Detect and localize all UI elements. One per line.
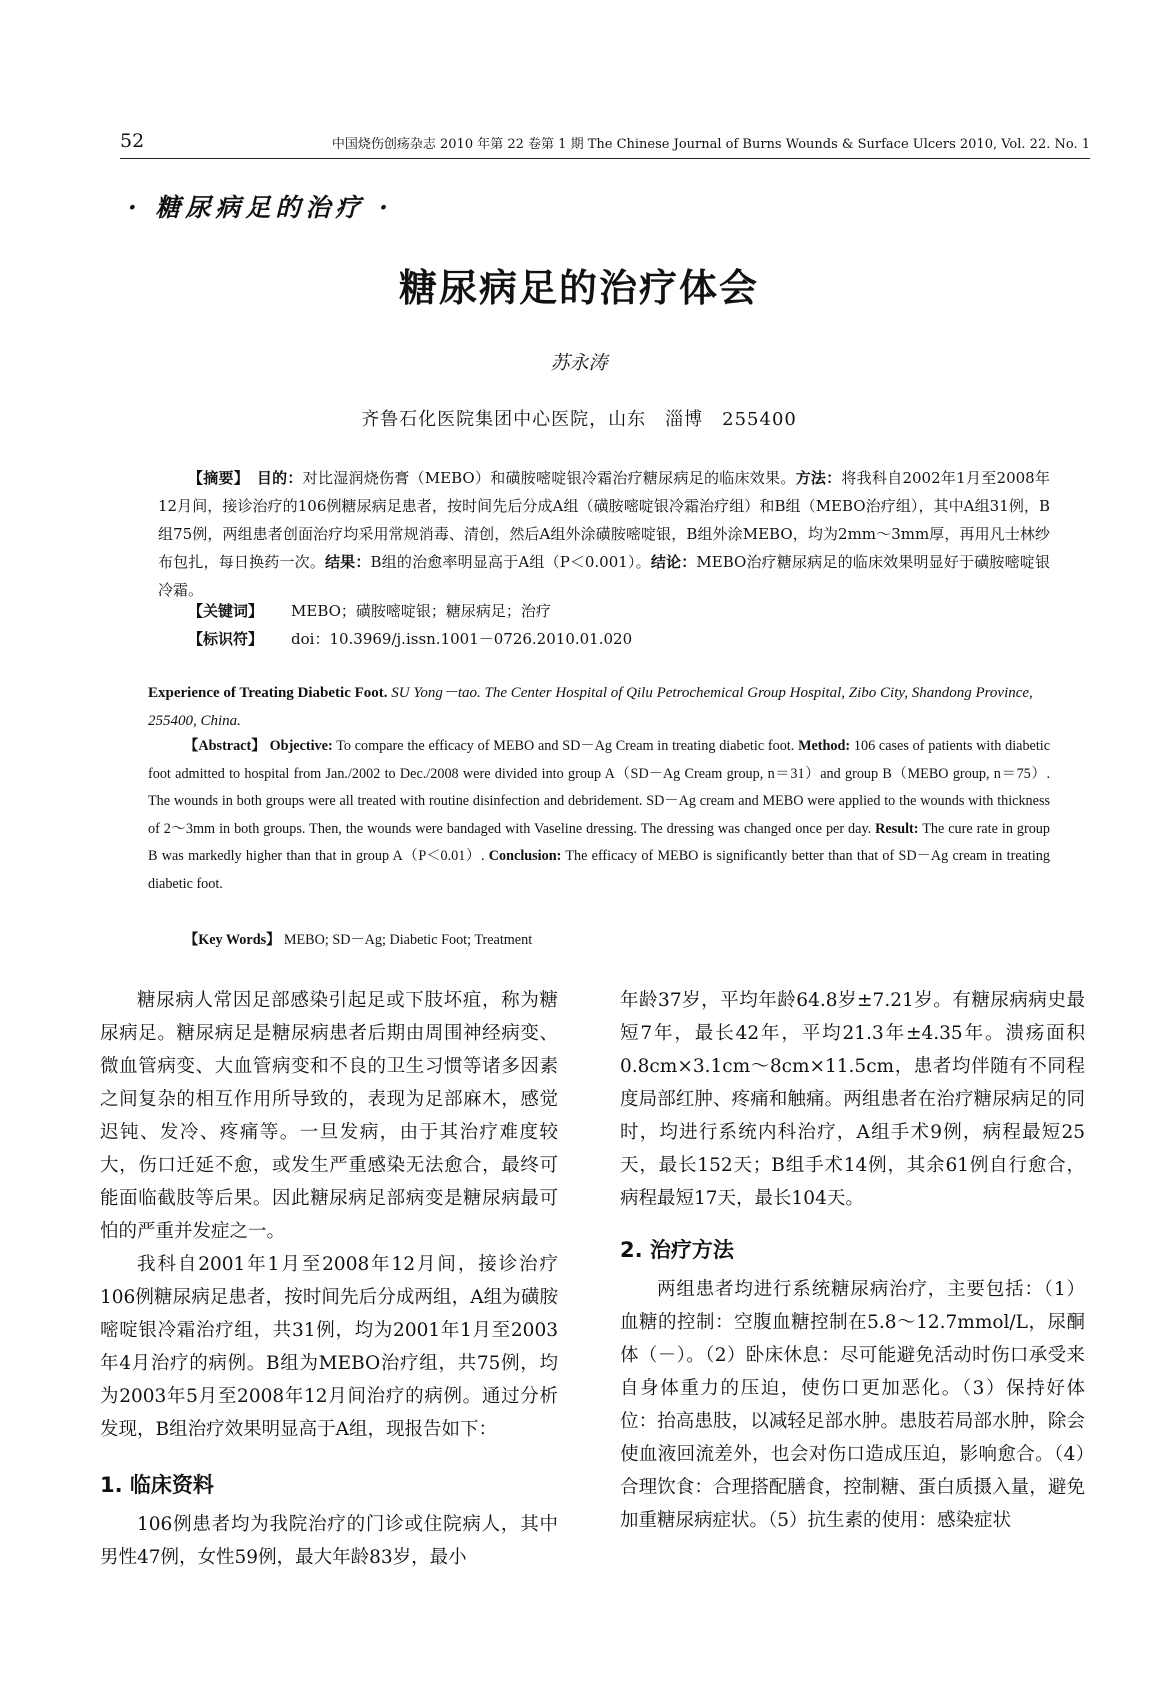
running-head [120,130,1090,159]
keywords-chinese [188,600,551,621]
conclusion-label: 结论： [650,553,697,571]
result-text: B组的治愈率明显高于A组（P＜0.001）。 [370,553,651,571]
result-label: 结果： [325,553,371,571]
article-title: 糖尿病足的治疗体会 [398,266,759,310]
en-objective-text: To compare the efficacy of MEBO and SD－Ag Cream in treating diabetic foot. [336,738,795,754]
english-title-block [148,679,1050,735]
intro-paragraph-2: 我科自2001年1月至2008年12月间，接诊治疗106例糖尿病足患者，按时间先后分成两组，A组为磺胺嘧啶银冷霜治疗组，共31例，均为2001年1月至2003年4月治疗的病例。B组为MEBO治疗组，共75例，均为2003年5月至2008年12月间治疗的病例。通过分析发现，B组治疗效果明显高于A组，现报告如下： [100,1254,558,1440]
author: 苏永涛 [550,352,608,374]
en-method-label: Method: [798,738,851,754]
identifier-label: 【标识符】 [188,630,264,648]
en-objective-label: Objective: [269,738,333,754]
identifier-value: doi：10.3969/j.issn.1001－0726.2010.01.020 [291,630,633,648]
en-abstract-label: 【Abstract】 [184,738,266,754]
doi-identifier [188,628,632,649]
en-conclusion-label: Conclusion: [488,848,562,864]
abstract-label: 【摘要】 [188,469,242,487]
keywords-label: 【关键词】 [188,602,264,620]
treatment-method-paragraph: 两组患者均进行系统糖尿病治疗，主要包括：（1）血糖的控制：空腹血糖控制在5.8～12.7mmol/L，尿酮体（－）。（2）卧床休息：尽可能避免活动时伤口承受来自身体重力的压迫，使伤口更加恶化。（3）保持好体位：抬高患肢，以减轻足部水肿。患肢若局部水肿，除会使血液回流差外，也会对伤口造成压迫，影响愈合。（4）合理饮食：合理搭配膳食，控制糖、蛋白质摄入量，避免加重糖尿病症状。（5）抗生素的使用：感染症状 [620,1279,1085,1531]
clinical-data-paragraph: 106例患者均为我院治疗的门诊或住院病人，其中男性47例，女性59例，最大年龄83岁，最小 [100,1514,558,1568]
english-byline: SU Yong－tao. The Center Hospital of Qilu Petrochemical Group Hospital, Zibo City, Shandong Province, 255400, China. [148,685,1033,729]
abstract-chinese [158,464,1050,604]
english-title: Experience of Treating Diabetic Foot. [148,685,388,701]
abstract-english [148,733,1050,898]
en-result-label: Result: [875,820,919,837]
affiliation: 齐鲁石化医院集团中心医院，山东 淄博 255400 [361,409,797,430]
clinical-data-continued: 年龄37岁，平均年龄64.8岁±7.21岁。有糖尿病病史最短7年，最长42年，平均21.3年±4.35年。溃疡面积0.8cm×3.1cm～8cm×11.5cm，患者均伴随有不同程度局部红肿、疼痛和触痛。两组患者在治疗糖尿病足的同时，均进行系统内科治疗，A组手术9例，病程最短25天，最长152天；B组手术14例，其余61例自行愈合，病程最短17天，最长104天。 [620,990,1085,1209]
objective-label: 目的： [256,469,303,487]
objective-text: 对比湿润烧伤膏（MEBO）和磺胺嘧啶银冷霜治疗糖尿病足的临床效果。 [302,469,796,487]
keywords-value: MEBO；磺胺嘧啶银；糖尿病足；治疗 [291,602,551,620]
en-keywords-label: 【Key Words】 [184,932,281,948]
intro-paragraph-1: 糖尿病人常因足部感染引起足或下肢坏疽，称为糖尿病足。糖尿病足是糖尿病患者后期由周围神经病变、微血管病变、大血管病变和不良的卫生习惯等诸多因素之间复杂的相互作用所导致的，表现为足部麻木，感觉迟钝、发冷、疼痛等。一旦发病，由于其治疗难度较大，伤口迁延不愈，或发生严重感染无法愈合，最终可能面临截肢等后果。因此糖尿病足部病变是糖尿病最可怕的严重并发症之一。 [100,990,558,1242]
body-right-column [620,984,1085,1537]
en-result-text: The cure rate in group B was markedly higher than that in group A（P＜0.01）. [148,820,1050,864]
method-label: 方法： [795,469,842,487]
conclusion-text: MEBO治疗糖尿病足的临床效果明显好于磺胺嘧啶银冷霜。 [158,553,1050,599]
section-heading-clinical-data: 1. 临床资料 [100,1473,214,1497]
en-keywords-value: MEBO; SD－Ag; Diabetic Foot; Treatment [283,932,533,948]
section-heading-treatment-method: 2. 治疗方法 [620,1238,734,1262]
column-heading: · 糖尿病足的治疗 · [128,193,393,222]
keywords-english [148,926,1050,954]
body-left-column [100,984,558,1574]
page-number: 52 [120,130,145,152]
method-text: 将我科自2002年1月至2008年12月间，接诊治疗的106例糖尿病足患者，按时间先后分成A组（磺胺嘧啶银冷霜治疗组）和B组（MEBO治疗组），其中A组31例，B组75例，两组患者创面治疗均采用常规消毒、清创，然后A组外涂磺胺嘧啶银，B组外涂MEBO，均为2mm～3mm厚，再用凡士林纱布包扎，每日换药一次。 [158,469,1050,571]
en-conclusion-text: The efficacy of MEBO is significantly better than that of SD－Ag cream in treating diabetic foot. [148,848,1050,892]
en-method-text: 106 cases of patients with diabetic foot admitted to hospital from Jan./2002 to Dec./2008 were divided into group A（SD－Ag Cream group, n＝31）and group B（MEBO group, n＝75）. The wounds in both groups were all treated with routine disinfection and debridement. SD－Ag cream and MEBO were applied to the wounds with thickness of 2～3mm in both groups. Then, the wounds were bandaged with Vaseline dressing. The dressing was changed once per day. [148,738,1051,837]
journal-citation: 中国烧伤创疡杂志 2010 年第 22 卷第 1 期 The Chinese Journal of Burns Wounds & Surface Ulcers 2010, Vol. 22. No. 1 [331,137,1090,152]
